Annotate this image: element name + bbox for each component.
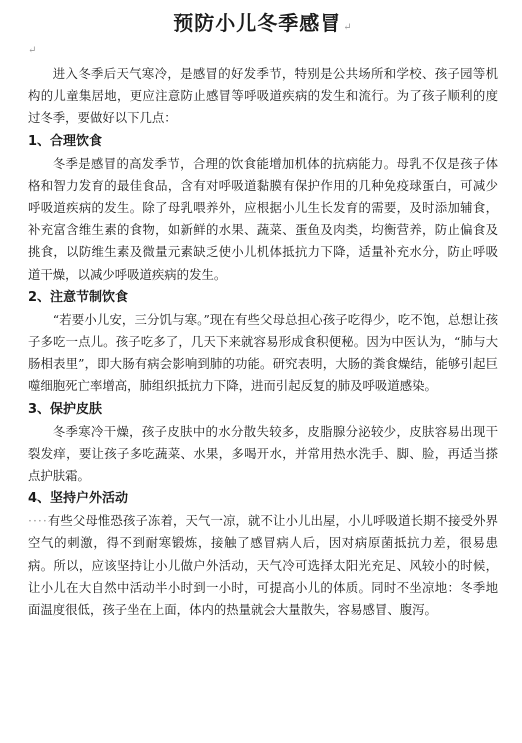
section-heading-3: 3、保护皮肤 bbox=[28, 401, 103, 417]
section-body-3: 冬季寒冷干燥，孩子皮肤中的水分散失较多，皮脂腺分泌较少，皮肤容易出现干裂发痒，要让孩子多吃蔬菜、水果，多喝开水，并常用热水洗手、脚、脸，再适当搽点护肤霜。 bbox=[28, 423, 498, 484]
section-body-1: 冬季是感冒的高发季节，合理的饮食能增加机体的抗病能力。母乳不仅是孩子体格和智力发育的最佳食品，含有对呼吸道黏膜有保护作用的几种免疫球蛋白，可减少呼吸道疾病的发生。除了母乳喂养外，应根据小儿生长发育的需要，及时添加辅食，补充富含维生素的食物，如新鲜的水果、蔬菜、蛋鱼及肉类，均衡营养，防止偏食及挑食，以防维生素及微量元素缺乏使小儿机体抵抗力下降，适量补充水分，防止呼吸道干燥，以减少呼吸道疾病的发生。 bbox=[28, 155, 498, 282]
paragraph-mark-icon: ↵ bbox=[28, 45, 37, 56]
empty-line bbox=[28, 43, 498, 59]
intro-paragraph bbox=[28, 59, 498, 130]
document-title bbox=[28, 10, 498, 41]
title-text: 预防小儿冬季感冒 bbox=[173, 11, 342, 35]
section-heading-2: 2、注意节制饮食 bbox=[28, 289, 129, 305]
indent-dots: ···· bbox=[28, 513, 48, 529]
intro-text: 进入冬季后天气寒冷，是感冒的好发季节，特别是公共场所和学校、孩子园等机构的儿童集居地，更应注意防止感冒等呼吸道疾病的发生和流行。为了孩子顺利的度过冬季，要做好以下几点： bbox=[28, 66, 498, 126]
section-heading-4: 4、坚持户外活动 bbox=[28, 491, 129, 507]
paragraph-mark-icon: ↵ bbox=[343, 22, 353, 33]
section-body-4-text: 有些父母惟恐孩子冻着，天气一凉，就不让小儿出屋，小儿呼吸道长期不接受外界空气的刺激，得不到耐寒锻炼，接触了感冒病人后，因对病原菌抵抗力差，很易患病。所以，应该坚持让小儿做户外活动，天气冷可选择太阳光充足、风较小的时候，让小儿在大自然中活动半小时到一小时，可提高小儿的体质。同时不坐凉地：冬季地面温度很低，孩子坐在上面，体内的热量就会大量散失，容易感冒、腹泻。 bbox=[28, 513, 498, 618]
section-body-2: “若要小儿安，三分饥与寒。”现在有些父母总担心孩子吃得少，吃不饱，总想让孩子多吃一点儿。孩子吃多了，几天下来就容易形成食积便秘。因为中医认为，“肺与大肠相表里”，即大肠有病会影响到肺的功能。研究表明，大肠的粪食燥结，能够引起巨噬细胞死亡率增高，肺组织抵抗力下降，进而引起反复的肺及呼吸道感染。 bbox=[28, 311, 498, 394]
section-body-4 bbox=[28, 510, 498, 621]
section-heading-1: 1、合理饮食 bbox=[28, 133, 103, 149]
